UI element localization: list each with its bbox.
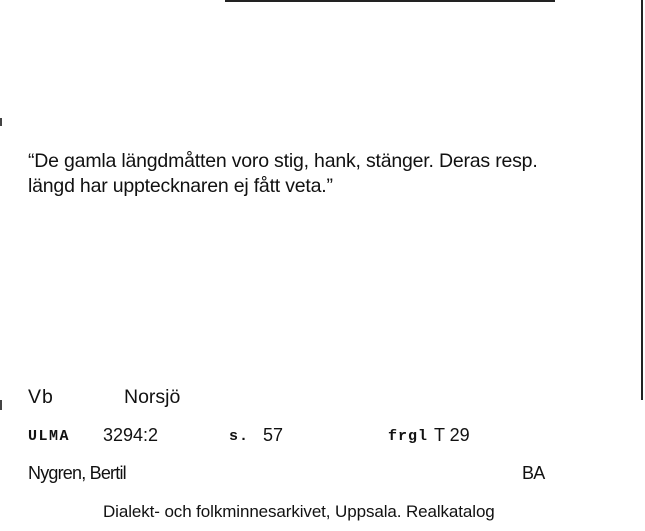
region-code: Vb [28, 386, 54, 408]
archive-footer: Dialekt- och folkminnesarkivet, Uppsala. Realkatalog [103, 502, 495, 521]
card-left-mark [0, 118, 2, 126]
quote-line-1: “De gamla längdmåtten voro stig, hank, stänger. Deras resp. [28, 150, 538, 172]
question-label: frgl [388, 428, 429, 445]
quote-text [28, 149, 628, 199]
recorder-name: Nygren, Bertil [28, 463, 126, 483]
recorder-initials: BA [522, 463, 545, 483]
question-number: T 29 [434, 425, 470, 445]
card-right-edge [641, 0, 643, 400]
card-left-mark-lower [0, 400, 2, 410]
archive-label: ULMA [28, 428, 71, 445]
card-top-edge [225, 0, 555, 2]
page-number: 57 [263, 425, 284, 445]
quote-line-2: längd har upptecknaren ej fått veta.” [28, 175, 333, 197]
archive-number: 3294:2 [103, 425, 159, 445]
parish-name: Norsjö [124, 386, 181, 408]
page-label: s. [229, 428, 250, 445]
